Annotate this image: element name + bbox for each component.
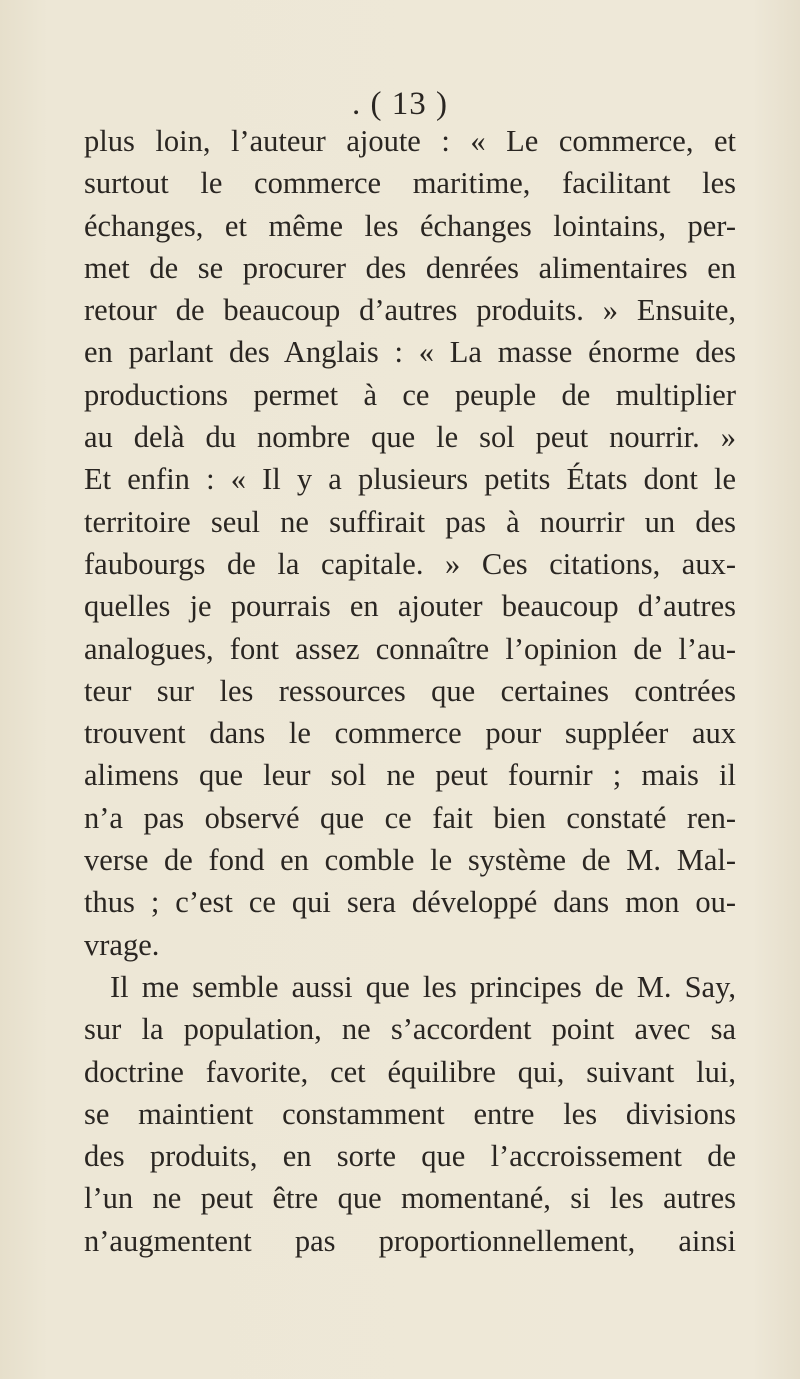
text-line: se maintient constamment entre les divisions [84, 1096, 736, 1131]
text-line: quelles je pourrais en ajouter beaucoup d’autres [84, 589, 736, 624]
text-line: n’a pas observé que ce fait bien constaté ren- [84, 800, 736, 835]
text-line: faubourgs de la capitale. » Ces citations, aux- [84, 546, 736, 581]
text-line: analogues, font assez connaître l’opinion de l’au- [84, 631, 736, 666]
text-line: des produits, en sorte que l’accroissement de [84, 1139, 736, 1174]
body-text [84, 120, 736, 1262]
text-line: plus loin, l’auteur ajoute : « Le commerce, et [84, 124, 736, 158]
text-line: alimens que leur sol ne peut fournir ; mais il [84, 758, 736, 793]
text-line: thus ; c’est ce qui sera développé dans mon ou- [84, 885, 736, 920]
text-line: vrage. [84, 927, 160, 962]
text-line: territoire seul ne suffirait pas à nourrir un des [84, 504, 736, 539]
text-line: teur sur les ressources que certaines contrées [84, 673, 736, 708]
text-line: sur la population, ne s’accordent point avec sa [84, 1012, 736, 1047]
text-line: retour de beaucoup d’autres produits. » Ensuite, [84, 293, 736, 328]
text-line: met de se procurer des denrées alimentaires en [84, 250, 736, 285]
text-line: en parlant des Anglais : « La masse énorme des [84, 335, 736, 370]
text-line: n’augmentent pas proportionnellement, ainsi [84, 1223, 736, 1258]
text-line: échanges, et même les échanges lointains, per- [84, 208, 736, 243]
text-line: verse de fond en comble le système de M. Mal- [84, 843, 736, 878]
text-line: au delà du nombre que le sol peut nourrir. » [84, 420, 736, 455]
text-line: doctrine favorite, cet équilibre qui, suivant lui, [84, 1054, 736, 1089]
page-number-header: . ( 13 ) [352, 86, 448, 122]
text-line: surtout le commerce maritime, facilitant les [84, 166, 736, 201]
text-line: Et enfin : « Il y a plusieurs petits États dont le [84, 462, 736, 497]
text-line: productions permet à ce peuple de multiplier [84, 377, 736, 412]
text-line: trouvent dans le commerce pour suppléer aux [84, 716, 736, 751]
text-line: l’un ne peut être que momentané, si les autres [84, 1181, 736, 1216]
text-line: Il me semble aussi que les principes de M. Say, [110, 969, 736, 1004]
